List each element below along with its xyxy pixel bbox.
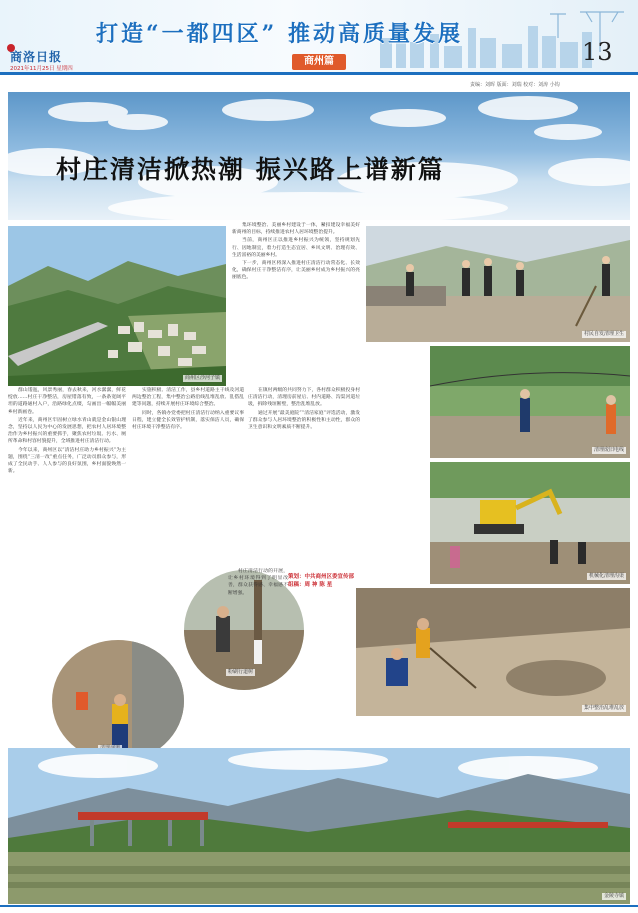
photo-caption: 清理废旧电线 — [593, 447, 624, 453]
article-column-2 — [132, 387, 244, 565]
photo-town-valley — [8, 226, 226, 386]
paragraph: 群山逶迤，风景秀丽，春去秋来，河水潺潺，鲜花绽放……村庄干净整洁，房屋错落有致，一条条宽阔平坦的道路通村入户，沿路绿化点缀，勾画出一幅幅美丽乡村新画卷。 — [8, 388, 126, 415]
photo-pipe-cleanup — [52, 640, 184, 762]
photo-caption: 村民自发清理卫生 — [583, 331, 624, 337]
paragraph: 在镇村两级的共同努力下，各村群众积极投身村庄清洁行动，清理房前屋后、村内道路、沟渠河道垃圾，拆除残垣断壁，整治乱堆乱放。 — [248, 388, 360, 408]
article-column-3 — [248, 387, 360, 565]
planner-line: 策划：中共商州区委宣传部 — [288, 574, 355, 580]
paragraph: 通过开展“最美庭院”“清洁家庭”评选活动，激发了群众参与人居环境整治的积极性和主动性，群众的卫生意识和文明素质不断提升。 — [248, 410, 360, 431]
photo-wire-clearing — [430, 346, 630, 458]
paragraph: 集环境整治、美丽乡村建设于一体，紧扣建设幸福美好新商州的目标，持续推进农村人居环境整治提升。 — [232, 223, 360, 236]
newspaper-logo: 商洛日报 — [10, 50, 63, 64]
article-column-4 — [232, 222, 360, 394]
photo-worker-raking — [356, 588, 630, 716]
paragraph: 同时，各镇办党委把村庄清洁行动纳入重要议事日程，建立健全长效管护机制，落实保洁人员，确保村庄环境干净整洁有序。 — [132, 410, 244, 431]
issue-date: 2021年11月25日 星期四 — [10, 66, 73, 72]
editor-info-box — [288, 573, 366, 597]
article-column-5 — [228, 568, 288, 644]
photo-villagers-cleaning — [366, 226, 630, 342]
page-number: 13 — [582, 38, 613, 66]
article-title: 村庄清洁掀热潮 振兴路上谱新篇 — [56, 155, 445, 184]
organizer-line: 组稿：周 神 陈 星 — [288, 582, 333, 588]
paragraph: 实施积极、清洁工作，县乡村道路主干线及河道两边整治工程，集中整治公路沿线乱堆乱放、乱搭乱建等问题，持续开展村庄环境综合整治。 — [132, 388, 244, 408]
paragraph: 当前，商州区正以推进乡村振兴为统领，坚持规划先行、因地制宜，着力打造生态宜居、乡风文明、治理有效、生活富裕的美丽乡村。 — [232, 238, 360, 258]
masthead-rule — [0, 72, 638, 75]
photo-caption: 粉刷行道树 — [228, 669, 254, 675]
footer-rule — [0, 905, 638, 907]
photo-caption: 机械化清理沟渠 — [588, 573, 624, 579]
article-column-1 — [8, 387, 126, 632]
photo-caption: 集中整治乱堆乱放 — [583, 705, 624, 711]
paragraph: 近年来，商州区牢固树立绿水青山就是金山银山理念，坚持以人民为中心的发展思想，把农村人居环境整治作为乡村振兴的重要抓手，聚焦农村垃圾、污水、厕所革命和村容村貌提升，全域推进村庄清洁行动。 — [8, 417, 126, 445]
paragraph: 下一步，商州区将深入推进村庄清洁行动常态化、长效化，确保村庄干净整洁有序，让美丽乡村成为乡村振兴的亮丽底色。 — [232, 261, 360, 281]
photo-caption: 商州区沙河子镇 — [184, 375, 220, 381]
masthead-banner — [0, 0, 638, 72]
photo-caption: 金陵寺镇 — [603, 893, 624, 899]
editor-credits: 责编：刘晖 版面：刘瑞 校对：刘涛 小钩 — [470, 82, 560, 88]
edition-badge: 商州篇 — [292, 54, 346, 70]
paragraph: 村庄清洁行动的开展，让乡村环境得到了明显改善，群众获得感、幸福感不断增强。 — [228, 569, 288, 596]
photo-excavator — [430, 462, 630, 584]
photo-lake-landscape — [8, 748, 630, 904]
paragraph: 今年以来，商州区以“清洁村庄助力乡村振兴”为主题，围绕“三清一改”重点任务，广泛动员群众参与，形成了全民动手、人人参与的良好氛围，乡村面貌焕然一新。 — [8, 447, 126, 475]
section-headline: 打造“一都四区” 推动高质量发展 — [96, 21, 463, 47]
